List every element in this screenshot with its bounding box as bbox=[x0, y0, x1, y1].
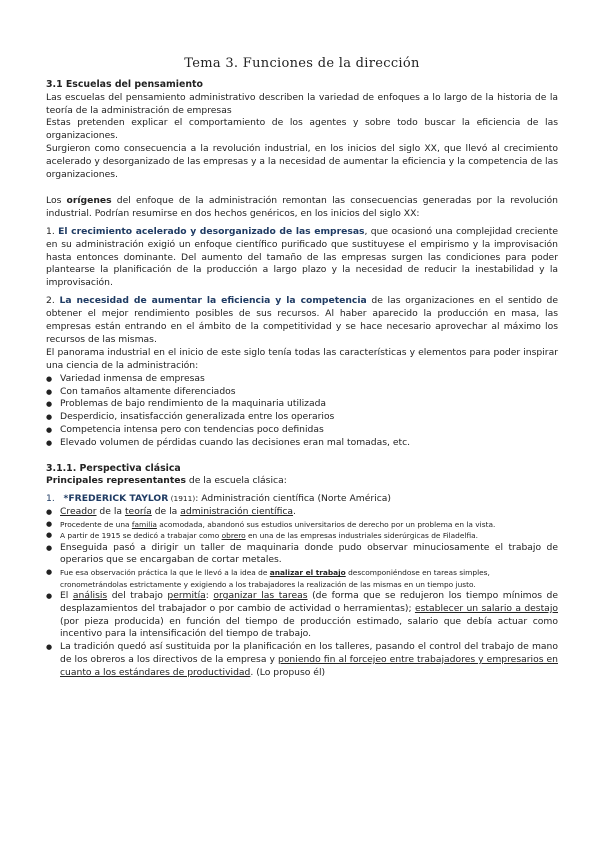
list-item: ● Variedad inmensa de empresas bbox=[46, 373, 558, 386]
fact-2: 2. La necesidad de aumentar la eficiencia y la competencia de las organizaciones en el sentido de obtener el mejor rendimiento posibles de sus recursos. Al haber aparecido la producción en masa, las empresas están entrando en el ámbito de la competitividad y se hace necesario aprovechar al máximo los recursos de las mismas. bbox=[46, 295, 559, 345]
list-item: ● Enseguida pasó a dirigir un taller de maquinaria donde pudo observar minuciosamente el trabajo de operarios que se encargaban de cortar metales. bbox=[46, 542, 558, 568]
paragraph-schools-intro: Las escuelas del pensamiento administrativo describen la variedad de enfoques a lo largo de la historia de la teoría de la administración de empresas bbox=[46, 91, 558, 116]
fact-1: 1. El crecimiento acelerado y desorganizado de las empresas, que ocasionó una complejidad creciente en su administración exigió un enfoque científico purificado que sustituyese el empirismo y la improvisación hasta entonces dominante. Del aumento del tamaño de las empresas surgen las condiciones para poder plantearse la planificación de la producción a largo plazo y la necesidad de reducir la inestabilidad y la improvisación. bbox=[46, 225, 559, 289]
taylor-list bbox=[46, 506, 558, 680]
paragraph-panorama: El panorama industrial en el inicio de este siglo tenía todas las características y elementos para poder inspirar una ciencia de la administración: bbox=[46, 346, 558, 371]
section-heading-3-1-1: 3.1.1. Perspectiva clásica bbox=[46, 462, 181, 474]
document-page bbox=[46, 56, 558, 680]
list-item: ● Procedente de una familia acomodada, abandonó sus estudios universitarios de derecho por un problema en la vista. bbox=[46, 519, 558, 530]
list-item: ● Competencia intensa pero con tendencias poco definidas bbox=[46, 424, 558, 437]
list-item: ● Con tamaños altamente diferenciados bbox=[46, 386, 558, 399]
representatives-line: Principales representantes de la escuela clásica: bbox=[46, 475, 287, 487]
origins-bold: orígenes bbox=[66, 194, 112, 206]
section-heading-3-1: 3.1 Escuelas del pensamiento bbox=[46, 79, 203, 90]
fact-1-heading: El crecimiento acelerado y desorganizado de las empresas bbox=[58, 225, 365, 237]
paragraph-schools-origin: Surgieron como consecuencia a la revolución industrial, en los inicios del siglo XX, que llevó al crecimiento acelerado y desorganizado de las empresas y a la necesidad de aumentar la eficiencia y la competencia de las organizaciones. bbox=[46, 143, 558, 181]
features-list bbox=[46, 373, 558, 450]
list-item: ● El análisis del trabajo permitía: organizar las tareas (de forma que se redujeron los tiempo mínimos de desplazamientos del trabajador o por cambio de actividad o herramientas); establecer un salario a destajo (por pieza producida) en función del tiempo de producción estimado, salario que debía actuar como incentivo para la intensificación del tiempo de trabajo. bbox=[46, 590, 558, 641]
paragraph-origins: Los orígenes del enfoque de la administración remontan las consecuencias generadas por la revolución industrial. Podrían resumirse en dos hechos genéricos, en los inicios del siglo XX: bbox=[46, 194, 558, 219]
list-item: ● A partir de 1915 se dedicó a trabajar como obrero en una de las empresas industriales siderúrgicas de Filadelfia. bbox=[46, 530, 558, 541]
list-item: ● La tradición quedó así sustituida por la planificación en los talleres, pasando el control del trabajo de mano de los obreros a los directivos de la empresa y poniendo fin al forcejeo entre trabajadores y empresarios en cuanto a los estándares de productividad. (Lo propuso él) bbox=[46, 641, 558, 679]
list-item: ● Problemas de bajo rendimiento de la maquinaria utilizada bbox=[46, 398, 558, 411]
paragraph-schools-purpose: Estas pretenden explicar el comportamiento de los agentes y sobre todo buscar la eficiencia de las organizaciones. bbox=[46, 117, 558, 142]
page-title: Tema 3. Funciones de la dirección bbox=[184, 56, 420, 71]
list-item: ● Creador de la teoría de la administración científica. bbox=[46, 506, 558, 519]
fact-2-heading: La necesidad de aumentar la eficiencia y la competencia bbox=[59, 295, 367, 307]
list-item: ● Elevado volumen de pérdidas cuando las decisiones eran mal tomadas, etc. bbox=[46, 437, 558, 450]
taylor-name: *FREDERICK TAYLOR bbox=[63, 493, 169, 504]
taylor-heading: 1. *FREDERICK TAYLOR (1911): Administración científica (Norte América) bbox=[46, 493, 391, 504]
list-item: ● Fue esa observación práctica la que le llevó a la idea de analizar el trabajo descomponiéndose en tareas simples, cronometrándolas estrictamente y exigiendo a los trabajadores la realización de las mismas en un tiempo justo. bbox=[46, 567, 558, 590]
list-item: ● Desperdicio, insatisfacción generalizada entre los operarios bbox=[46, 411, 558, 424]
